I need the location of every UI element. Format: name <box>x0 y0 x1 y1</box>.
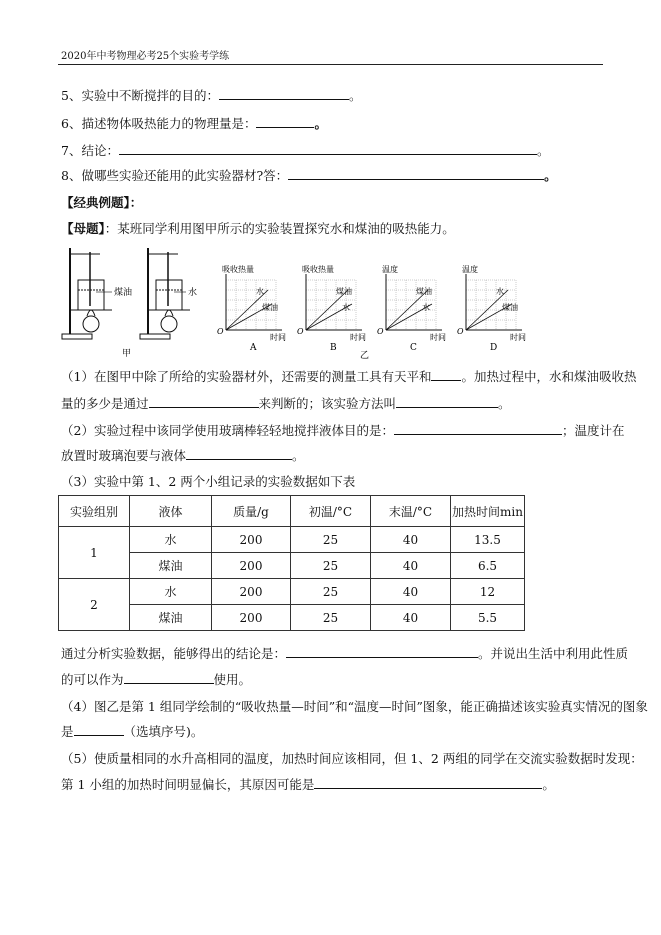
q1-text-e: 。 <box>498 396 511 411</box>
q2-blank-1[interactable] <box>394 434 562 435</box>
graph-upper-label: 水 <box>256 287 264 296</box>
q2-line1 <box>61 421 624 439</box>
q2-text-a: （2）实验过程中该同学使用玻璃棒轻轻地搅拌液体目的是： <box>61 423 394 438</box>
q2-blank-2[interactable] <box>186 459 292 460</box>
example-text: ：某班同学利用图甲所示的实验装置探究水和煤油的吸热能力。 <box>104 221 455 236</box>
example-label: 【母题】 <box>61 221 105 236</box>
section-title: 【经典例题】： <box>61 195 143 210</box>
q4-text-c: （选填序号)。 <box>123 724 204 739</box>
graph-group <box>217 264 526 353</box>
q4-line1: （4）图乙是第 1 组同学绘制的“吸收热量—时间”和“温度—时间”图象，能正确描述该实验真实情况的图象 <box>61 699 648 714</box>
q2-text-d: 。 <box>292 448 305 463</box>
q5-text-b: 第 1 小组的加热时间明显偏长，其原因可能是 <box>61 777 315 792</box>
apparatus-2 <box>140 248 190 339</box>
q1-line1 <box>61 367 636 385</box>
item-7-end: 。 <box>536 143 550 158</box>
item-7-blank[interactable] <box>119 154 537 155</box>
q4-line2 <box>61 722 203 740</box>
q1-text-c: 量的多少是通过 <box>61 396 149 411</box>
experiment-figure <box>60 242 530 360</box>
table-group-cell: 1 <box>59 527 130 579</box>
q1-blank-2[interactable] <box>149 407 259 408</box>
table-cell: 12 <box>451 579 525 605</box>
table-cell: 200 <box>212 605 291 631</box>
graph-lower-label: 煤油 <box>262 303 278 312</box>
graph-upper-label: 煤油 <box>336 287 352 296</box>
figure-jia-label: 甲 <box>122 349 132 359</box>
graph-origin: O <box>297 327 304 336</box>
graph-lower-label: 水 <box>422 303 430 312</box>
apparatus-1 <box>62 248 112 339</box>
graph-letter: C <box>410 343 417 353</box>
lamp-1 <box>83 316 99 332</box>
item-8-blank[interactable] <box>288 179 544 180</box>
conclusion-text-c: 的可以作为 <box>61 672 124 687</box>
stand-base-2 <box>140 334 170 339</box>
graph-x-label: 时间 <box>430 333 446 342</box>
graph-x-label: 时间 <box>350 333 366 342</box>
table-row <box>59 579 525 605</box>
table-cell: 200 <box>212 553 291 579</box>
item-6 <box>61 114 327 132</box>
table-cell: 25 <box>291 527 371 553</box>
table-cell: 6.5 <box>451 553 525 579</box>
q5-text-c: 。 <box>542 777 555 792</box>
table-cell: 200 <box>212 527 291 553</box>
table-cell: 40 <box>371 527 451 553</box>
item-6-text: 6、描述物体吸热能力的物理量是： <box>61 116 257 131</box>
q2-line2 <box>61 446 305 464</box>
page-header: 2020年中考物理必考25个实验考学练 <box>61 51 230 62</box>
table-cell: 水 <box>130 527 212 553</box>
table-header-cell: 末温/°C <box>371 496 451 527</box>
item-7-text: 7、结论： <box>61 143 119 158</box>
q1-text-d: 来判断的；该实验方法叫 <box>258 396 397 411</box>
conclusion-blank-1[interactable] <box>286 657 478 658</box>
item-8-text: 8、做哪些实验还能用的此实验器材?答： <box>61 168 289 183</box>
q5-line1: （5）使质量相同的水升高相同的温度，加热时间应该相同，但 1、2 两组的同学在交流实验数据时发现： <box>61 751 643 766</box>
conclusion-line2 <box>61 670 251 688</box>
item-8 <box>61 166 557 184</box>
item-8-end: 。 <box>544 168 557 183</box>
q1-blank-3[interactable] <box>396 407 498 408</box>
graph-y-label: 吸收热量 <box>222 265 254 274</box>
item-5 <box>61 86 361 104</box>
q5-blank[interactable] <box>314 788 542 789</box>
graph-letter: B <box>330 343 337 353</box>
table-header-row <box>59 496 525 527</box>
kerosene-label: 煤油 <box>114 288 133 298</box>
item-6-blank[interactable] <box>256 127 314 128</box>
table-cell: 25 <box>291 553 371 579</box>
item-6-end: 。 <box>314 116 327 131</box>
conclusion-line1 <box>61 644 628 662</box>
q1-line2 <box>61 394 511 412</box>
table-header-cell: 初温/°C <box>291 496 371 527</box>
q4-blank[interactable] <box>74 735 124 736</box>
graph-origin: O <box>377 327 384 336</box>
graph-lower-label: 水 <box>342 303 350 312</box>
table-header-cell: 加热时间min <box>451 496 525 527</box>
conclusion-text-a: 通过分析实验数据，能够得出的结论是： <box>61 646 287 661</box>
table-cell: 40 <box>371 605 451 631</box>
graph-upper-label: 煤油 <box>416 287 432 296</box>
table-cell: 煤油 <box>130 553 212 579</box>
graph-origin: O <box>217 327 224 336</box>
table-cell: 水 <box>130 579 212 605</box>
graph-upper-label: 水 <box>496 287 504 296</box>
graph-y-label: 吸收热量 <box>302 265 334 274</box>
table-cell: 25 <box>291 579 371 605</box>
graph-x-label: 时间 <box>510 333 526 342</box>
q3-line: （3）实验中第 1、2 两个小组记录的实验数据如下表 <box>61 474 356 489</box>
q5-line2 <box>61 775 555 793</box>
table-cell: 25 <box>291 605 371 631</box>
flame-2 <box>165 310 173 316</box>
conclusion-text-d: 使用。 <box>213 672 252 687</box>
data-table <box>58 495 525 631</box>
graph-origin: O <box>457 327 464 336</box>
figure-yi-label: 乙 <box>360 351 370 360</box>
header-rule <box>58 64 603 65</box>
graph-y-label: 温度 <box>462 265 478 274</box>
graph-letter: D <box>490 343 498 353</box>
beaker-1 <box>78 280 104 310</box>
item-5-blank[interactable] <box>219 99 349 100</box>
table-cell: 5.5 <box>451 605 525 631</box>
q1-text-b: 。加热过程中，水和煤油吸收热 <box>461 369 637 384</box>
table-header-cell: 实验组别 <box>59 496 130 527</box>
example-line <box>61 219 455 237</box>
stand-base-1 <box>62 334 92 339</box>
beaker-2 <box>156 280 182 310</box>
item-7 <box>61 141 549 159</box>
table-group-cell: 2 <box>59 579 130 631</box>
graph-letter: A <box>250 343 257 353</box>
graph-x-label: 时间 <box>270 333 286 342</box>
q4-text-b: 是 <box>61 724 74 739</box>
table-row <box>59 527 525 553</box>
q2-text-c: 放置时玻璃泡要与液体 <box>61 448 187 463</box>
flame-1 <box>87 310 95 316</box>
q2-text-b: ；温度计在 <box>561 423 625 438</box>
item-5-text: 5、实验中不断搅拌的目的： <box>61 88 219 103</box>
item-5-end: 。 <box>348 88 362 103</box>
graph-lower-label: 煤油 <box>502 303 518 312</box>
table-header-cell: 质量/g <box>212 496 291 527</box>
conclusion-blank-2[interactable] <box>124 683 214 684</box>
q1-text-a: （1）在图甲中除了所给的实验器材外，还需要的测量工具有天平和 <box>61 369 432 384</box>
table-cell: 40 <box>371 553 451 579</box>
q1-blank-1[interactable] <box>431 380 461 381</box>
table-cell: 煤油 <box>130 605 212 631</box>
table-cell: 200 <box>212 579 291 605</box>
conclusion-text-b: 。并说出生活中利用此性质 <box>478 646 629 661</box>
table-cell: 40 <box>371 579 451 605</box>
water-label: 水 <box>188 288 198 298</box>
table-header-cell: 液体 <box>130 496 212 527</box>
graph-y-label: 温度 <box>382 265 398 274</box>
table-cell: 13.5 <box>451 527 525 553</box>
lamp-2 <box>161 316 177 332</box>
